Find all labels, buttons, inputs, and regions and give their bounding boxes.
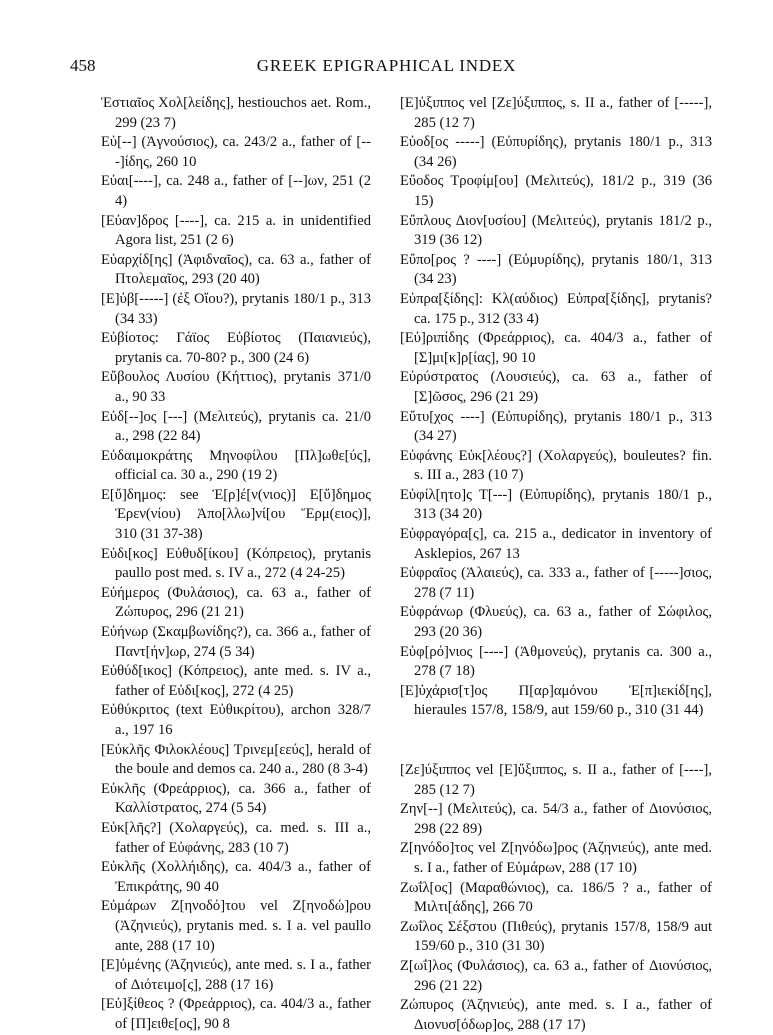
index-entry: Ζην[--] (Μελιτεύς), ca. 54/3 a., father of Διονύσιος, 298 (22 89) <box>400 801 712 837</box>
index-entry: Εὔπλους Διον[υσίου] (Μελιτεύς), prytanis 181/2 p., 319 (36 12) <box>400 212 712 249</box>
index-entry: Εὐβίοτος: Γάϊος Εὐβίοτος (Παιανιεύς), prytanis ca. 70-80? p., 300 (24 6) <box>101 330 371 366</box>
index-entry: Εὐήνωρ (Σκαμβωνίδης?), ca. 366 a., father of Παντ[ήν]ωρ, 274 (5 34) <box>101 624 371 660</box>
index-entry: Εὐφραγόρα[ς], ca. 215 a., dedicator in inventory of Asklepios, 267 13 <box>400 526 712 562</box>
index-entry: Ε[ὔ]δημος: see Ἑ[ρ]έ[ν(νιος)] Ε[ὔ]δημος Ἑρεν(νίου) Ἀπο[λλω]νί[ου Ἕρμ(ειος)], 310 (31 37-38) <box>101 486 371 543</box>
index-entry: [Ζε]ύξιππος vel [Ε]ὔξιππος, s. II a., father of [----], 285 (12 7) <box>400 762 712 798</box>
index-entry: Εὐφραῖος (Ἁλαιεύς), ca. 333 a., father of [-----]σιος, 278 (7 11) <box>400 565 712 601</box>
index-entry: [Εὐαν]δρος [----], ca. 215 a. in unidentified Agora list, 251 (2 6) <box>101 212 371 249</box>
index-entry: [Εὐ]ριπίδης (Φρεάρριος), ca. 404/3 a., father of [Σ]μι[κ]ρ[ίας], 90 10 <box>400 330 712 366</box>
index-entry: [Εὐκλῆς Φιλοκλέους] Τρινεμ[εεύς], herald of the boule and demos ca. 240 a., 280 (8 3-4) <box>101 741 371 778</box>
right-column <box>400 94 712 1035</box>
index-entry: Εὔβουλος Λυσίου (Κήττιος), prytanis 371/0 a., 90 33 <box>101 369 371 405</box>
index-entry: Εὐαι[----], ca. 248 a., father of [--]ων, 251 (2 4) <box>101 173 371 209</box>
index-entry: Εὐδαιμοκράτης Μηνοφίλου [Πλ]ωθε[ύς], official ca. 30 a., 290 (19 2) <box>101 447 371 484</box>
index-entry: Ἑστιαῖος Χολ[λείδης], hestiouchos aet. Rom., 299 (23 7) <box>101 95 371 131</box>
index-entry: Εὐφίλ[ητο]ς Τ[---] (Εὐπυρίδης), prytanis 180/1 p., 313 (34 20) <box>400 486 712 523</box>
letter-section-gap <box>400 721 712 761</box>
index-entry: Εὐδ[--]ος [---] (Μελιτεύς), prytanis ca. 21/0 a., 298 (22 84) <box>101 408 371 445</box>
page-header <box>70 56 703 82</box>
left-column <box>101 94 371 1035</box>
index-entry: Εὐμάρων Ζ[ηνοδό]του vel Ζ[ηνοδώ]ρου (Ἀζηνιεύς), prytanis med. s. I a. vel paullo ante, 288 (17 10) <box>101 898 371 954</box>
index-entry: Εὐήμερος (Φυλάσιος), ca. 63 a., father of Ζώπυρος, 296 (21 21) <box>101 584 371 621</box>
index-entry: Εὐφ[ρό]νιος [----] (Ἀθμονεύς), prytanis ca. 300 a., 278 (7 18) <box>400 643 712 680</box>
index-entry: [Ε]ὐχάρισ[τ]ος Π[αρ]αμόνου Ἐ[π]ιεκίδ[ης], hieraules 157/8, 158/9, aut 159/60 p., 310 (31 44) <box>400 682 712 719</box>
index-entry: [Εὐ]ξίθεος ? (Φρεάρριος), ca. 404/3 a., father of [Π]ειθε[ος], 90 8 <box>101 996 371 1032</box>
index-entry: [Ε]ὐμένης (Ἀζηνιεύς), ante med. s. I a., father of Διότειμο[ς], 288 (17 16) <box>101 957 371 993</box>
index-entry: Εὐ[--] (Ἀγνούσιος), ca. 243/2 a., father of [---]ίδης, 260 10 <box>101 134 371 170</box>
running-title: GREEK EPIGRAPHICAL INDEX <box>256 56 517 75</box>
index-entry: Εὐθύκριτος (text Εὐθικρίτου), archon 328/7 a., 197 16 <box>101 702 371 738</box>
index-entry: Εὔπο[ρος ? ----] (Εὐμυρίδης), prytanis 180/1, 313 (34 23) <box>400 251 712 288</box>
index-entry: Ζωΐλ[ος] (Μαραθώνιος), ca. 186/5 ? a., father of Μιλτι[άδης], 266 70 <box>400 879 712 916</box>
index-entry: [Ε]ὐβ[-----] (ἐξ Οἴου?), prytanis 180/1 p., 313 (34 33) <box>101 290 371 327</box>
index-entry: Εὐαρχίδ[ης] (Ἀφιδναῖος), ca. 63 a., father of Πτολεμαῖος, 293 (20 40) <box>101 251 371 288</box>
index-entry: Εὐρύστρατος (Λουσιεύς), ca. 63 a., father of [Σ]ῶσος, 296 (21 29) <box>400 369 712 405</box>
index-entry: Εὐκλῆς (Χολλήιδης), ca. 404/3 a., father of Ἐπικράτης, 90 40 <box>101 859 371 895</box>
index-entry: Εὔτυ[χος ----] (Εὐπυρίδης), prytanis 180/1 p., 313 (34 27) <box>400 408 712 445</box>
index-entry: Εὐκλῆς (Φρεάρριος), ca. 366 a., father of Καλλίστρατος, 274 (5 54) <box>101 780 371 817</box>
index-entry: Ζωΐλος Σέξστου (Πιθεύς), prytanis 157/8, 158/9 aut 159/60 p., 310 (31 30) <box>400 918 712 955</box>
index-entry: Εὐδι[κος] Εὐθυδ[ίκου] (Κόπρειος), prytanis paullo post med. s. IV a., 272 (4 24-25) <box>101 545 371 582</box>
index-entry: Εὐφάνης Εὐκ[λέους?] (Χολαργεύς), bouleutes? fin. s. III a., 283 (10 7) <box>400 447 712 484</box>
index-entry: Ζ[ηνόδο]τος vel Ζ[ηνόδω]ρος (Ἀζηνιεύς), ante med. s. I a., father of Εὐμάρων, 288 (17 10) <box>400 840 712 876</box>
index-entry: Εὐοδ[ος -----] (Εὐπυρίδης), prytanis 180/1 p., 313 (34 26) <box>400 134 712 170</box>
index-entry: [Ε]ὐξιππος vel [Ζε]ύξιππος, s. II a., father of [-----], 285 (12 7) <box>400 95 712 131</box>
page-number: 458 <box>70 56 96 75</box>
index-entry: Εὐθύδ[ικος] (Κόπρειος), ante med. s. IV a., father of Εὐδι[κος], 272 (4 25) <box>101 663 371 699</box>
index-entry: Ζώπυρος (Ἀζηνιεύς), ante med. s. I a., father of Διονυσ[όδωρ]ος, 288 (17 17) <box>400 997 712 1033</box>
index-entry: Εὐκ[λῆς?] (Χολαργεύς), ca. med. s. III a., father of Εὐφάνης, 283 (10 7) <box>101 819 371 856</box>
index-entry: Εὐφράνωρ (Φλυεύς), ca. 63 a., father of Σώφιλος, 293 (20 36) <box>400 604 712 641</box>
index-entry: Εὐπρα[ξίδης]: Κλ(αύδιος) Εὐπρα[ξίδης], prytanis? ca. 175 p., 312 (33 4) <box>400 290 712 327</box>
index-entry: Ζ[ωΐ]λος (Φυλάσιος), ca. 63 a., father of Διονύσιος, 296 (21 22) <box>400 957 712 994</box>
index-entry: Εὔοδος Τροφίμ[ου] (Μελιτεύς), 181/2 p., 319 (36 15) <box>400 173 712 209</box>
